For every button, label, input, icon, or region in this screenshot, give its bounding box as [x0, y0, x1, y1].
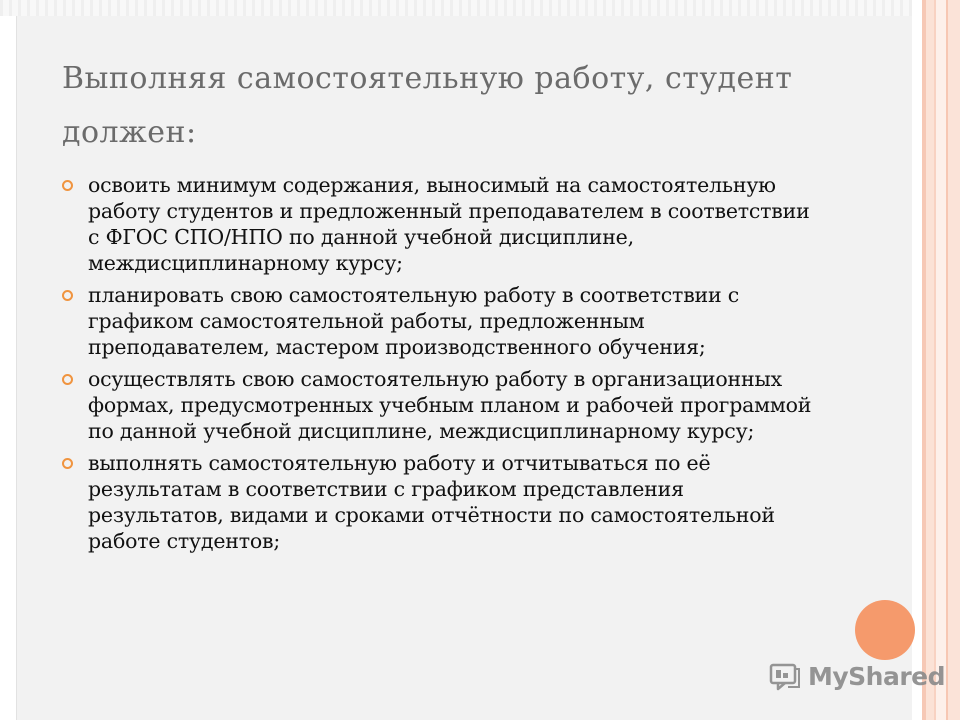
bullet-list [62, 172, 822, 560]
bullet-text: выполнять самостоятельную работу и отчитываться по её результатам в соответствии с графиком представления результатов, видами и сроками отчётности по самостоятельной работе студентов; [88, 451, 775, 553]
myshared-watermark [768, 656, 945, 696]
bullet-ring-icon [62, 458, 73, 469]
decor-circle [855, 600, 915, 660]
watermark-text: MyShared [808, 661, 946, 691]
right-decor-stripe [912, 0, 960, 720]
bullet-item-4 [62, 450, 822, 554]
bullet-item-3 [62, 366, 822, 444]
bullet-item-2 [62, 282, 822, 360]
bullet-text: осуществлять свою самостоятельную работу в организационных формах, предусмотренных учебным планом и рабочей программой по данной учебной дисциплине, междисциплинарному курсу; [88, 367, 812, 443]
top-decor-stripe [0, 0, 926, 16]
bullet-ring-icon [62, 180, 73, 191]
myshared-logo-icon [768, 659, 802, 693]
bullet-text: освоить минимум содержания, выносимый на самостоятельную работу студентов и предложенный преподавателем в соответствии с ФГОС СПО/НПО по данной учебной дисциплине, междисциплинарному курсу; [88, 173, 810, 275]
bullet-ring-icon [62, 374, 73, 385]
bullet-ring-icon [62, 290, 73, 301]
slide-title: Выполняя самостоятельную работу, студент должен: [62, 61, 793, 150]
bullet-item-1 [62, 172, 822, 276]
bullet-text: планировать свою самостоятельную работу в соответствии с графиком самостоятельной работы, предложенным преподавателем, мастером производственного обучения; [88, 283, 740, 359]
